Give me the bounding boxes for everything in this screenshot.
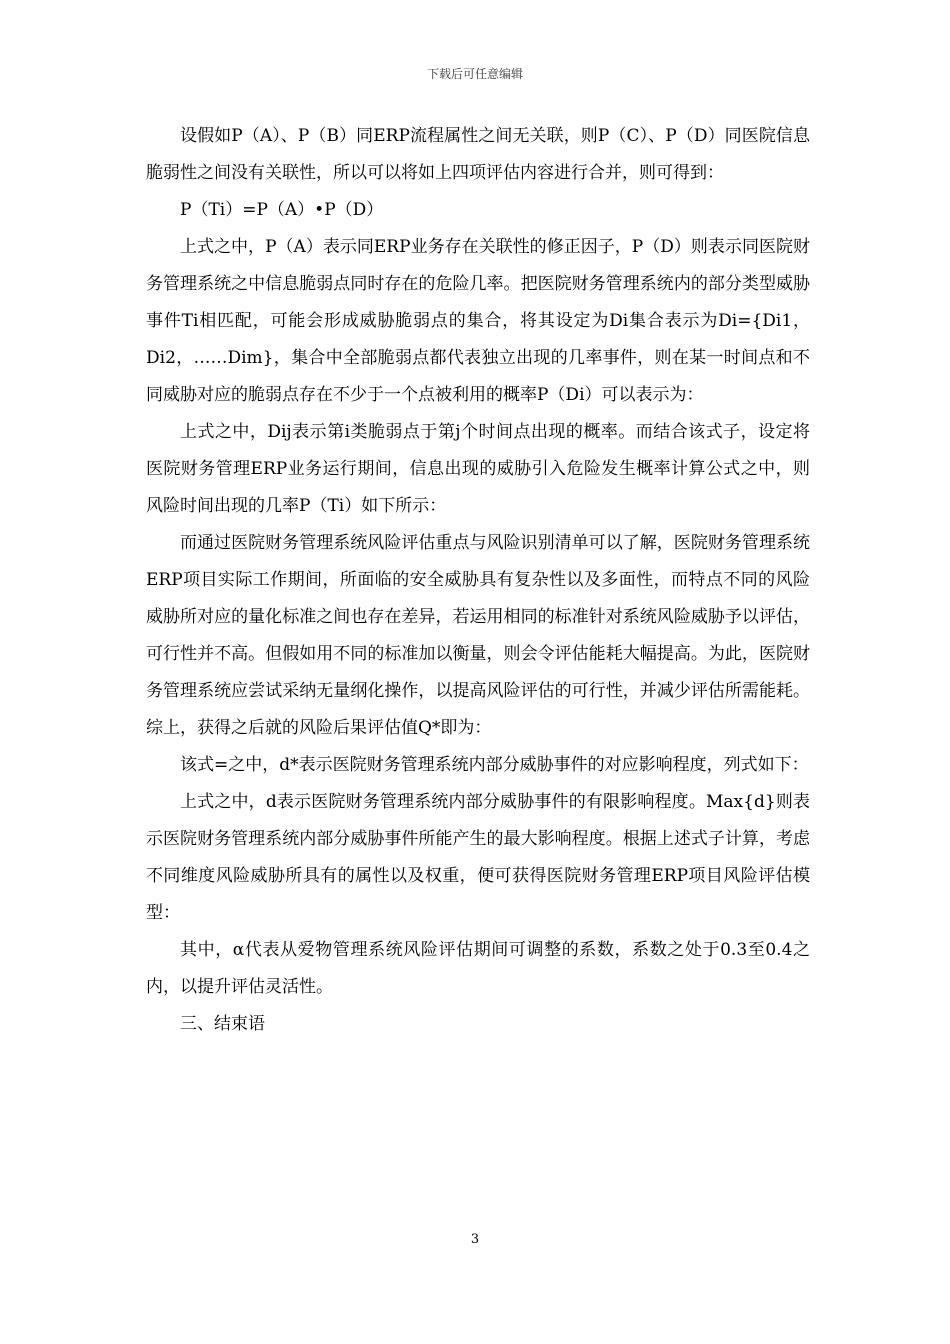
paragraph-explanation-pa-pd: 上式之中，P（A）表示同ERP业务存在关联性的修正因子，P（D）则表示同医院财务管理系统之中信息脆弱点同时存在的危险几率。把医院财务管理系统内的部分类型威胁事件Ti相匹配，可能会形成威胁脆弱点的集合，将其设定为Di集合表示为Di={Di1，Di2，……Dim}，集合中全部脆弱点都代表独立出现的几率事件，则在某一时间点和不同威胁对应的脆弱点存在不少于一个点被利用的概率P（Di）可以表示为： — [146, 237, 810, 405]
paragraph-explanation-dij: 上式之中，Dij表示第i类脆弱点于第j个时间点出现的概率。而结合该式子，设定将医院财务管理ERP业务运行期间，信息出现的威胁引入危险发生概率计算公式之中，则风险时间出现的几率P（Ti）如下所示： — [146, 422, 810, 516]
paragraph-risk-assessment: 而通过医院财务管理系统风险评估重点与风险识别清单可以了解，医院财务管理系统ERP项目实际工作期间，所面临的安全威胁具有复杂性以及多面性，而特点不同的风险威胁所对应的量化标准之间也存在差异，若运用相同的标准针对系统风险威胁予以评估，可行性并不高。但假如用不同的标准加以衡量，则会令评估能耗大幅提高。为此，医院财务管理系统应尝试采纳无量纲化操作，以提高风险评估的可行性，并减少评估所需能耗。综上，获得之后就的风险后果评估值Q*即为： — [146, 533, 810, 738]
paragraph-assumption: 设假如P（A）、P（B）同ERP流程属性之间无关联，则P（C）、P（D）同医院信息脆弱性之间没有关联性，所以可以将如上四项评估内容进行合并，则可得到： — [146, 126, 810, 183]
document-body — [146, 118, 810, 1043]
section-heading-conclusion: 三、结束语 — [180, 1014, 265, 1034]
paragraph-d-star: 该式=之中，d*表示医院财务管理系统内部分威胁事件的对应影响程度，列式如下： — [180, 755, 809, 775]
paragraph-alpha: 其中，α代表从爱物管理系统风险评估期间可调整的系数，系数之处于0.3至0.4之内，以提升评估灵活性。 — [146, 940, 810, 997]
formula-pti: P（Ti）=P（A）•P（D） — [180, 200, 384, 220]
page-number: 3 — [470, 1232, 480, 1247]
paragraph-max-d: 上式之中，d表示医院财务管理系统内部分威胁事件的有限影响程度。Max{d}则表示医院财务管理系统内部分威胁事件所能产生的最大影响程度。根据上述式子计算，考虑不同维度风险威胁所具有的属性以及权重，便可获得医院财务管理ERP项目风险评估模型： — [146, 792, 810, 923]
page-header: 下载后可任意编辑 — [426, 67, 523, 81]
